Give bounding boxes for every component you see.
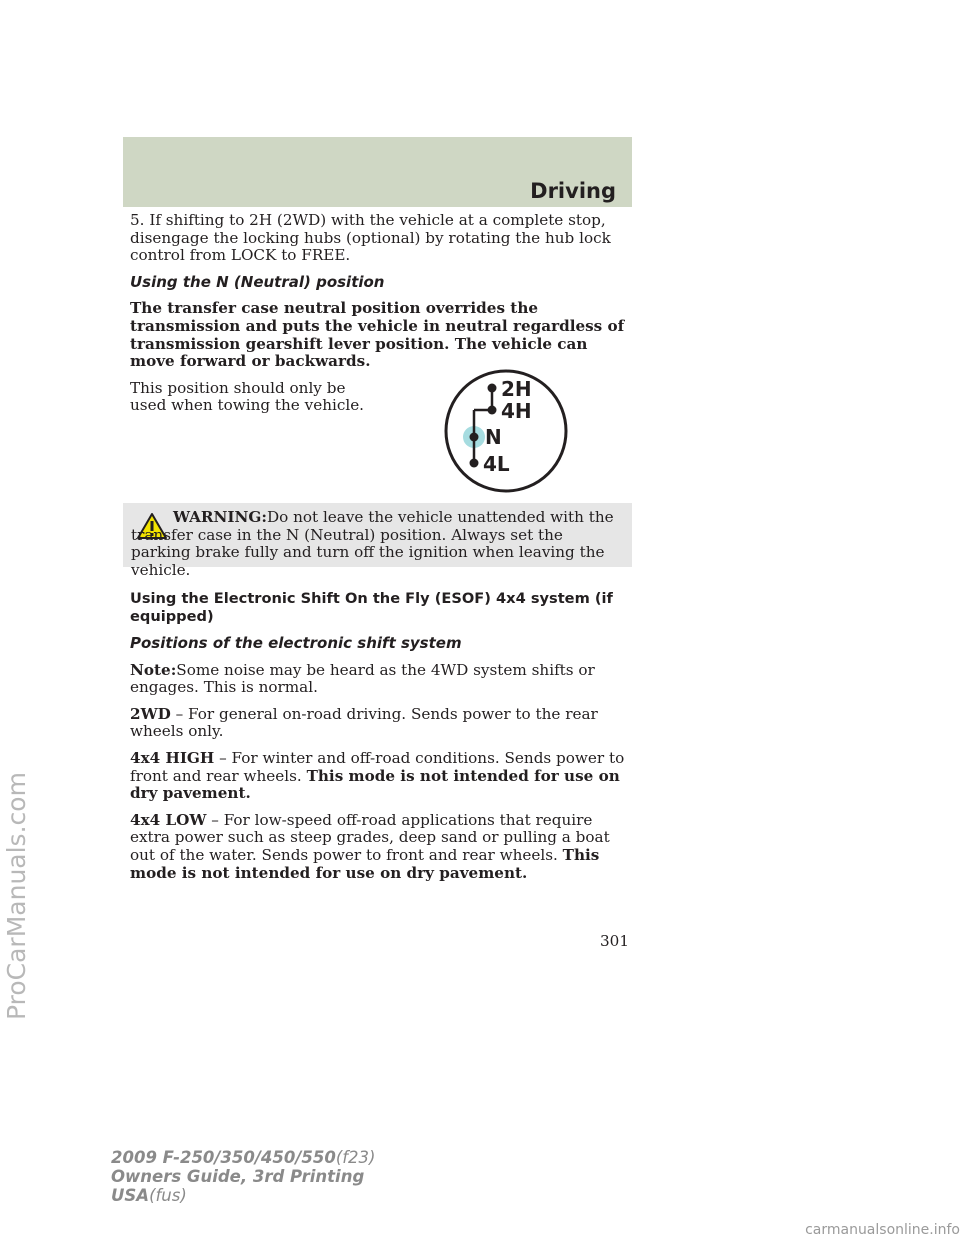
main-content xyxy=(130,212,632,498)
footer-model-code: (f23) xyxy=(335,1148,376,1167)
mode-2wd xyxy=(130,706,632,741)
position-label-n: N xyxy=(485,424,502,449)
transfer-case-shift-diagram xyxy=(443,368,573,498)
mode-label: 4x4 HIGH xyxy=(130,748,215,767)
mode-label: 2WD xyxy=(130,704,171,723)
mode-label: 4x4 LOW xyxy=(130,810,207,829)
towing-section xyxy=(130,376,632,498)
footer-model: 2009 F-250/350/450/550 xyxy=(111,1148,336,1167)
step-5-paragraph: 5. If shifting to 2H (2WD) with the vehicle at a complete stop, disengage the locking hubs (optional) by rotating the hub lock control from LOCK to FREE. xyxy=(130,211,611,265)
position-label-4l: 4L xyxy=(483,451,510,476)
position-label-4h: 4H xyxy=(501,398,532,423)
neutral-intro: The transfer case neutral position overrides the transmission and puts the vehicle in neutral regardless of transmission gearshift lever position. The vehicle can move forward or backwards. xyxy=(130,299,625,371)
esof-section xyxy=(130,590,632,891)
esof-subheading: Positions of the electronic shift system xyxy=(130,634,462,652)
esof-heading: Using the Electronic Shift On the Fly (ESOF) 4x4 system (if equipped) xyxy=(130,590,613,625)
mode-text: – For low-speed off-road applications that require extra power such as steep grades, deep sand or pulling a boat out of the water. Sends power to front and rear wheels. xyxy=(130,810,610,864)
note-label: Note: xyxy=(130,660,177,679)
mode-caution: This mode is not intended for use on dry pavement. xyxy=(130,766,620,803)
position-dot-2h xyxy=(488,383,497,392)
footer-line-market xyxy=(111,1186,376,1205)
footer-market: USA xyxy=(111,1186,150,1205)
position-dot-n xyxy=(470,432,479,441)
note-paragraph xyxy=(130,662,632,697)
footer-line-model xyxy=(111,1148,376,1167)
side-watermark: ProCarManuals.com xyxy=(2,772,31,1020)
bottom-watermark: carmanualsonline.info xyxy=(805,1222,960,1238)
warning-body: Do not leave the vehicle unattended with the transfer case in the N (Neutral) position. Always set the parking brake fully and turn off the ignition when leaving the vehicle. xyxy=(131,508,614,579)
section-header-band xyxy=(123,137,632,207)
warning-label: WARNING: xyxy=(173,508,267,526)
note-text: Some noise may be heard as the 4WD system shifts or engages. This is normal. xyxy=(130,660,595,697)
mode-4x4-high xyxy=(130,750,632,803)
page-number: 301 xyxy=(600,932,629,950)
mode-caution: This mode is not intended for use on dry pavement. xyxy=(130,845,600,882)
footer-imprint xyxy=(111,1148,376,1205)
footer-line-guide: Owners Guide, 3rd Printing xyxy=(111,1167,365,1186)
mode-text: – For general on-road driving. Sends power to the rear wheels only. xyxy=(130,704,598,741)
towing-paragraph: This position should only be used when towing the vehicle. xyxy=(130,378,365,415)
warning-box xyxy=(123,503,632,579)
position-dot-4l xyxy=(470,458,479,467)
warning-text xyxy=(131,509,625,579)
section-title: Driving xyxy=(530,179,616,203)
neutral-heading: Using the N (Neutral) position xyxy=(130,272,385,291)
mode-text: – For winter and off-road conditions. Sends power to front and rear wheels. xyxy=(130,748,625,785)
footer-market-code: (fus) xyxy=(149,1186,187,1205)
position-dot-4h xyxy=(488,405,497,414)
position-label-2h: 2H xyxy=(501,376,532,401)
mode-4x4-low xyxy=(130,812,632,882)
